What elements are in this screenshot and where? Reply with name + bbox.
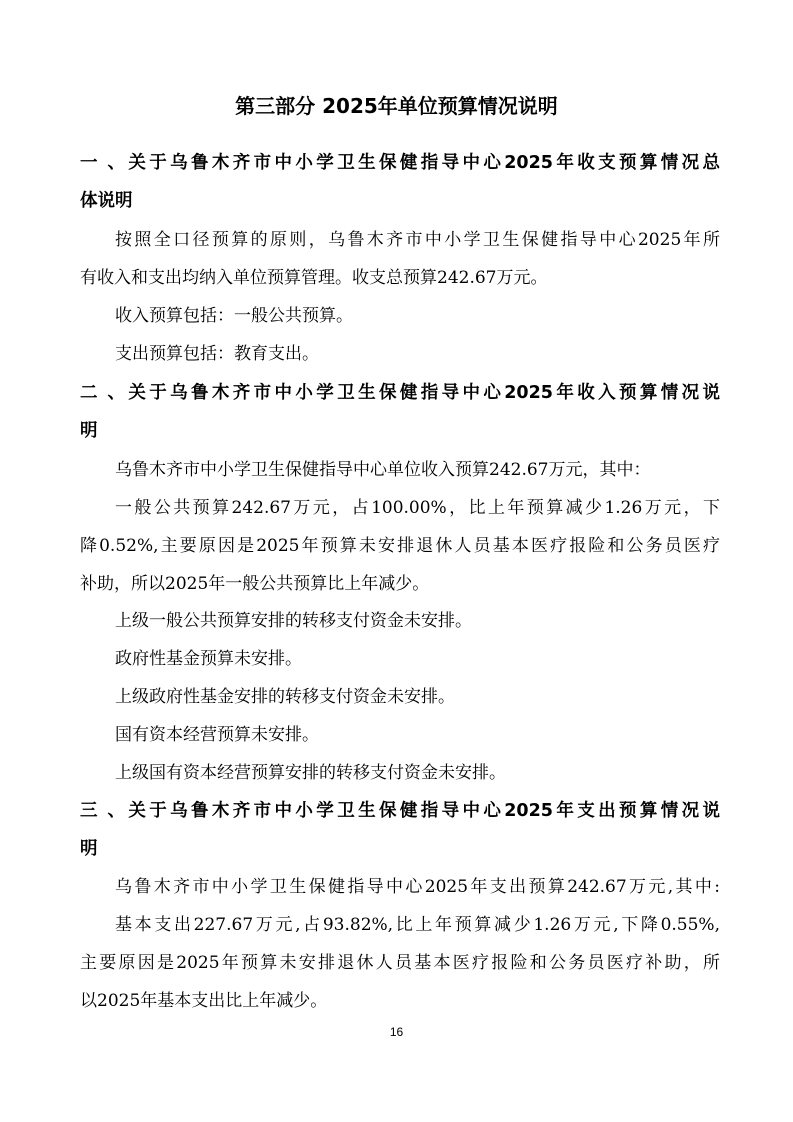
section3-paragraph2-line3: 以2025年基本支出比上年减少。 — [80, 991, 328, 1011]
section3-heading-text: 关于乌鲁木齐市中小学卫生保健指导中心2025年支出预算情况说 — [125, 801, 720, 821]
section1-paragraph2: 收入预算包括：一般公共预算。 — [115, 306, 353, 326]
section1-paragraph1-line2: 有收入和支出均纳入单位预算管理。收支总预算242.67万元。 — [80, 268, 548, 288]
section3-heading-line1 — [80, 798, 720, 824]
section2-paragraph2-line3: 补助，所以2025年一般公共预算比上年减少。 — [80, 574, 430, 594]
section3-paragraph1: 乌鲁木齐市中小学卫生保健指导中心2025年支出预算242.67万元,其中: — [115, 877, 720, 897]
section2-heading-line2: 明 — [80, 421, 98, 441]
section2-heading-line1 — [80, 380, 720, 406]
section2-paragraph1: 乌鲁木齐市中小学卫生保健指导中心单位收入预算242.67万元，其中： — [115, 460, 651, 480]
section2-number: 二、 — [80, 383, 125, 403]
section1-heading-line2: 体说明 — [80, 191, 133, 211]
section3-paragraph2-line2: 主要原因是2025年预算未安排退休人员基本医疗报险和公务员医疗补助，所 — [80, 953, 720, 973]
section1-paragraph1-line1: 按照全口径预算的原则，乌鲁木齐市中小学卫生保健指导中心2025年所 — [115, 230, 720, 250]
section3-number: 三、 — [80, 801, 125, 821]
section2-heading-text: 关于乌鲁木齐市中小学卫生保健指导中心2025年收入预算情况说 — [125, 383, 720, 403]
section2-paragraph2-line2: 降0.52%,主要原因是2025年预算未安排退休人员基本医疗报险和公务员医疗 — [80, 536, 720, 556]
section2-paragraph5: 上级政府性基金安排的转移支付资金未安排。 — [115, 687, 455, 707]
section2-paragraph2-line1: 一般公共预算242.67万元，占100.00%，比上年预算减少1.26万元，下 — [115, 498, 720, 518]
section3-paragraph2-line1: 基本支出227.67万元,占93.82%,比上年预算减少1.26万元,下降0.55%, — [115, 915, 720, 935]
section1-heading-text: 关于乌鲁木齐市中小学卫生保健指导中心2025年收支预算情况总 — [125, 153, 720, 173]
section1-heading-line1 — [80, 150, 720, 176]
section1-paragraph3: 支出预算包括：教育支出。 — [115, 344, 319, 364]
section2-paragraph7: 上级国有资本经营预算安排的转移支付资金未安排。 — [115, 763, 506, 783]
section1-number: 一、 — [80, 153, 125, 173]
section2-paragraph4: 政府性基金预算未安排。 — [115, 649, 302, 669]
section2-paragraph6: 国有资本经营预算未安排。 — [115, 725, 319, 745]
page-title: 第三部分 2025年单位预算情况说明 — [235, 94, 558, 118]
page-number: 16 — [389, 1025, 404, 1039]
section2-paragraph3: 上级一般公共预算安排的转移支付资金未安排。 — [115, 611, 472, 631]
section3-heading-line2: 明 — [80, 839, 98, 859]
